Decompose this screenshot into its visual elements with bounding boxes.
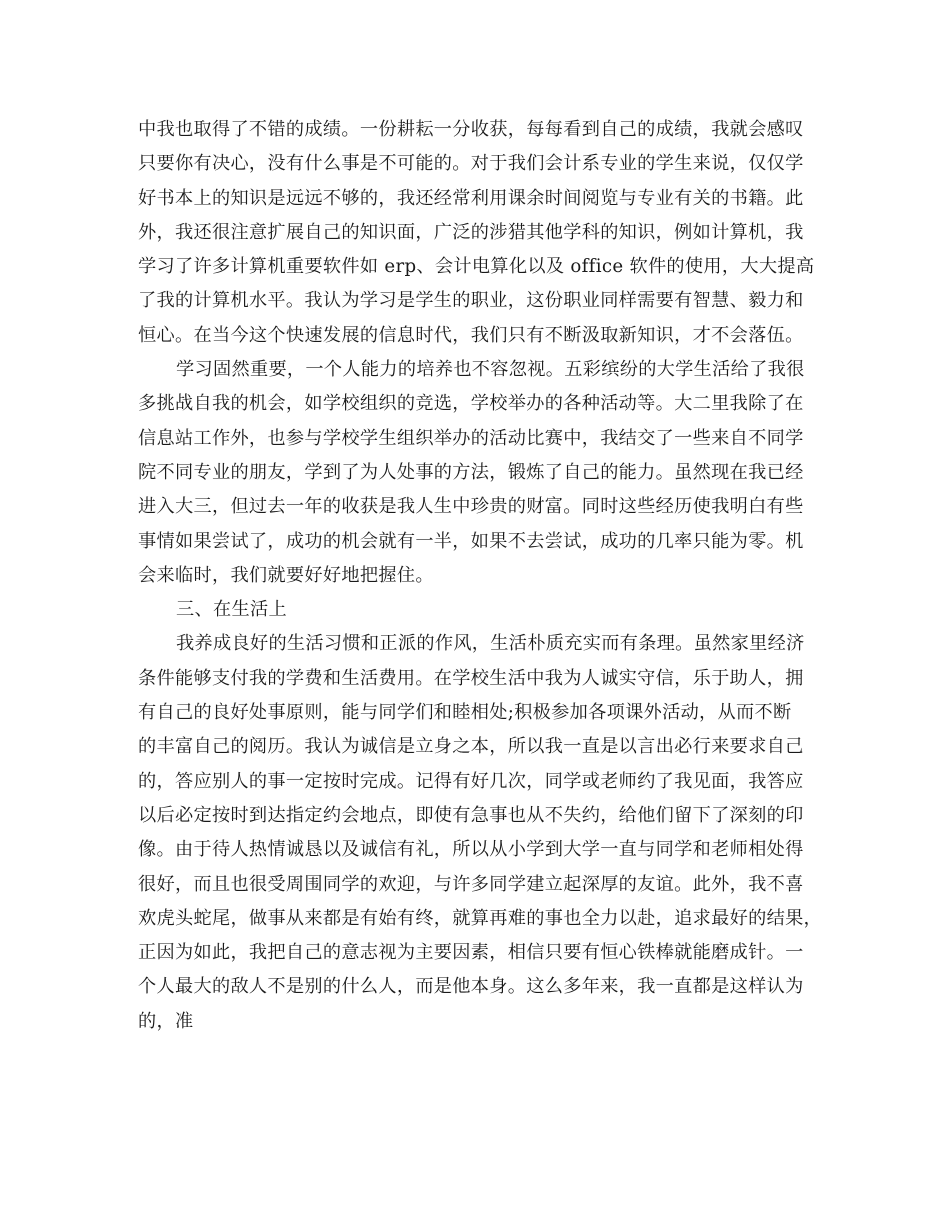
text-line: 的丰富自己的阅历。我认为诚信是立身之本，所以我一直是以言出必行来要求自己	[138, 736, 804, 758]
text-line: 好书本上的知识是远远不够的，我还经常利用课余时间阅览与专业有关的书籍。此	[138, 187, 804, 209]
text-line: 个人最大的敌人不是别的什么人，而是他本身。这么多年来，我一直都是这样认为	[138, 976, 804, 998]
text-line: 正因为如此，我把自己的意志视为主要因素，相信只要有恒心铁棒就能磨成针。一	[138, 942, 804, 964]
text-line: 我养成良好的生活习惯和正派的作风，生活朴质充实而有条理。虽然家里经济	[176, 633, 805, 655]
text-line: 三、在生活上	[176, 599, 287, 621]
text-line: 有自己的良好处事原则，能与同学们和睦相处;积极参加各项课外活动，从而不断	[138, 702, 792, 724]
text-line: 多挑战自我的机会，如学校组织的竞选，学校举办的各种活动等。大二里我除了在	[138, 393, 804, 415]
text-line: 的，答应别人的事一定按时完成。记得有好几次，同学或老师约了我见面，我答应	[138, 770, 804, 792]
text-line: 信息站工作外，也参与学校学生组织举办的活动比赛中，我结交了一些来自不同学	[138, 427, 804, 449]
text-line: 学习固然重要，一个人能力的培养也不容忽视。五彩缤纷的大学生活给了我很	[176, 359, 805, 381]
text-line: 像。由于待人热情诚恳以及诚信有礼，所以从小学到大学一直与同学和老师相处得	[138, 839, 804, 861]
text-line: 了我的计算机水平。我认为学习是学生的职业，这份职业同样需要有智慧、毅力和	[138, 290, 804, 312]
text-line: 欢虎头蛇尾，做事从来都是有始有终，就算再难的事也全力以赴，追求最好的结果，	[138, 907, 823, 929]
document-body	[138, 113, 822, 1039]
text-line: 进入大三，但过去一年的收获是我人生中珍贵的财富。同时这些经历使我明白有些	[138, 496, 804, 518]
text-line: 很好，而且也很受周围同学的欢迎，与许多同学建立起深厚的友谊。此外，我不喜	[138, 873, 804, 895]
text-line: 以后必定按时到达指定约会地点，即使有急事也从不失约，给他们留下了深刻的印	[138, 804, 804, 826]
text-line: 的，准	[138, 1010, 194, 1032]
text-line: 中我也取得了不错的成绩。一份耕耘一分收获，每每看到自己的成绩，我就会感叹	[138, 119, 804, 140]
text-line: 条件能够支付我的学费和生活费用。在学校生活中我为人诚实守信，乐于助人，拥	[138, 667, 804, 689]
text-line: 外，我还很注意扩展自己的知识面，广泛的涉猎其他学科的知识，例如计算机，我	[138, 221, 804, 243]
text-line: 只要你有决心，没有什么事是不可能的。对于我们会计系专业的学生来说，仅仅学	[138, 153, 804, 175]
text-line: 学习了许多计算机重要软件如 erp、会计电算化以及 office 软件的使用，大大提高	[138, 256, 815, 278]
text-line: 院不同专业的朋友，学到了为人处事的方法，锻炼了自己的能力。虽然现在我已经	[138, 461, 804, 483]
text-line: 事情如果尝试了，成功的机会就有一半，如果不去尝试，成功的几率只能为零。机	[138, 530, 804, 552]
text-line: 会来临时，我们就要好好地把握住。	[138, 564, 434, 586]
text-line: 恒心。在当今这个快速发展的信息时代，我们只有不断汲取新知识，才不会落伍。	[138, 324, 804, 346]
